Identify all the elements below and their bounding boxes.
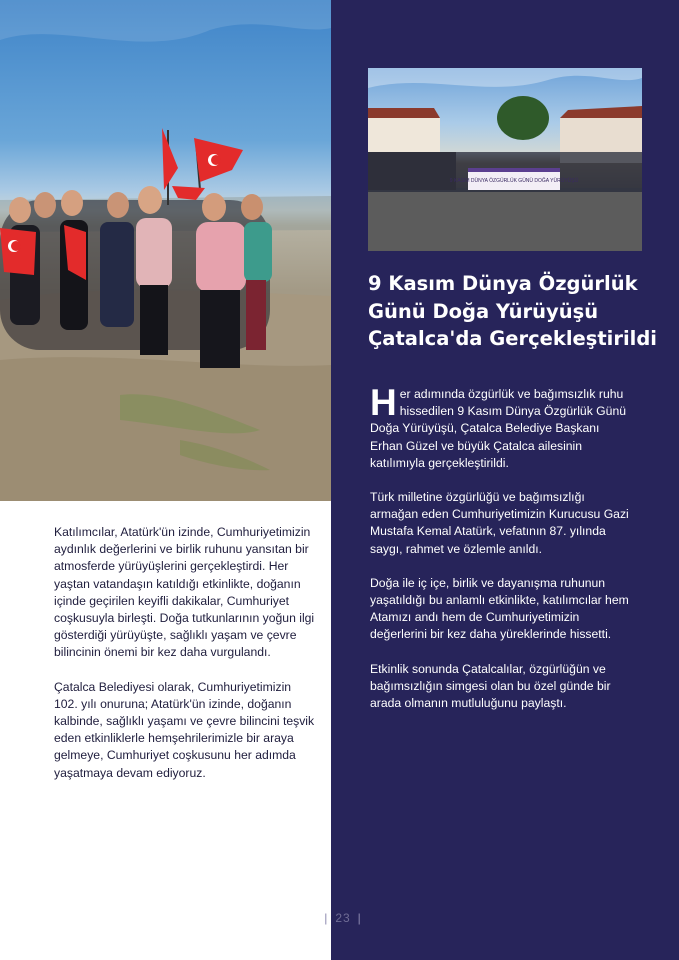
hike-group-photo-illustration	[0, 0, 331, 501]
left-column-text	[54, 524, 316, 799]
right-photo	[368, 68, 642, 251]
banner-text: 9 KASIM DÜNYA ÖZGÜRLÜK GÜNÜ DOĞA YÜRÜYÜŞÜ	[449, 178, 579, 184]
page-number-value: 23	[335, 911, 351, 925]
paragraph: Türk milletine özgürlüğü ve bağımsızlığı armağan eden Cumhuriyetimizin Kurucusu Gazi Mustafa Kemal Atatürk, vefatının 87. yılında saygı, rahmet ve özlemle anıldı.	[370, 490, 629, 556]
intro-paragraph-text: er adımında özgürlük ve bağımsızlık ruhu hissedilen 9 Kasım Dünya Özgürlük Günü Doğa Yürüyüşü, Çatalca Belediye Başkanı Erhan Güzel ve büyük Çatalca ailesinin katılımıyla gerçekleştirildi.	[370, 387, 626, 470]
article-title: 9 Kasım Dünya Özgürlük Günü Doğa Yürüyüşü Çatalca'da Gerçekleştirildi	[368, 272, 657, 350]
paragraph: Katılımcılar, Atatürk'ün izinde, Cumhuriyetimizin aydınlık değerlerini ve birlik ruhunu yansıtan bir atmosferde yürüyüşlerini gerçekleştirdi. Her yaştan vatandaşın katıldığı etkinlikte, doğanın içinde geçirilen keyifli dakikalar, Cumhuriyet coşkusuyla birleşti. Doğa tutkunlarının yoğun ilgi gösterdiği yürüyüşte, sağlıklı yaşam ve çevre bilincinin önemi bir kez daha vurgulandı.	[54, 525, 315, 660]
banner-group-photo-illustration	[368, 68, 642, 251]
paragraph: Doğa ile iç içe, birlik ve dayanışma ruhunun yaşatıldığı bu anlamlı etkinlikte, katılımcılar hem Atamızı andı hem de Cumhuriyetimizin değerlerini bir kez daha yüreklerinde hissetti.	[370, 575, 629, 642]
page-number-divider-left: |	[324, 911, 329, 925]
intro-paragraph	[370, 382, 632, 472]
page-number-divider-right: |	[357, 911, 362, 925]
hikers-group	[0, 186, 272, 368]
paragraph: Etkinlik sonunda Çatalcalılar, özgürlüğün ve bağımsızlığın simgesi olan bu özel günde bir arada olmanın mutluluğunu paylaştı.	[370, 661, 611, 711]
page-number	[313, 911, 373, 925]
paragraph: Çatalca Belediyesi olarak, Cumhuriyetimizin 102. yılı onuruna; Atatürk'ün izinde, doğanın kalbinde, sağlıklı yaşamı ve çevre bilincini teşvik eden etkinliklerle hemşehrilerimizle bir araya gelmeye, Cumhuriyet coşkusunu her adımda yaşatmaya devam ediyoruz.	[54, 679, 315, 780]
right-column-text	[370, 382, 632, 729]
left-photo	[0, 0, 331, 501]
dropcap: H	[370, 382, 397, 423]
